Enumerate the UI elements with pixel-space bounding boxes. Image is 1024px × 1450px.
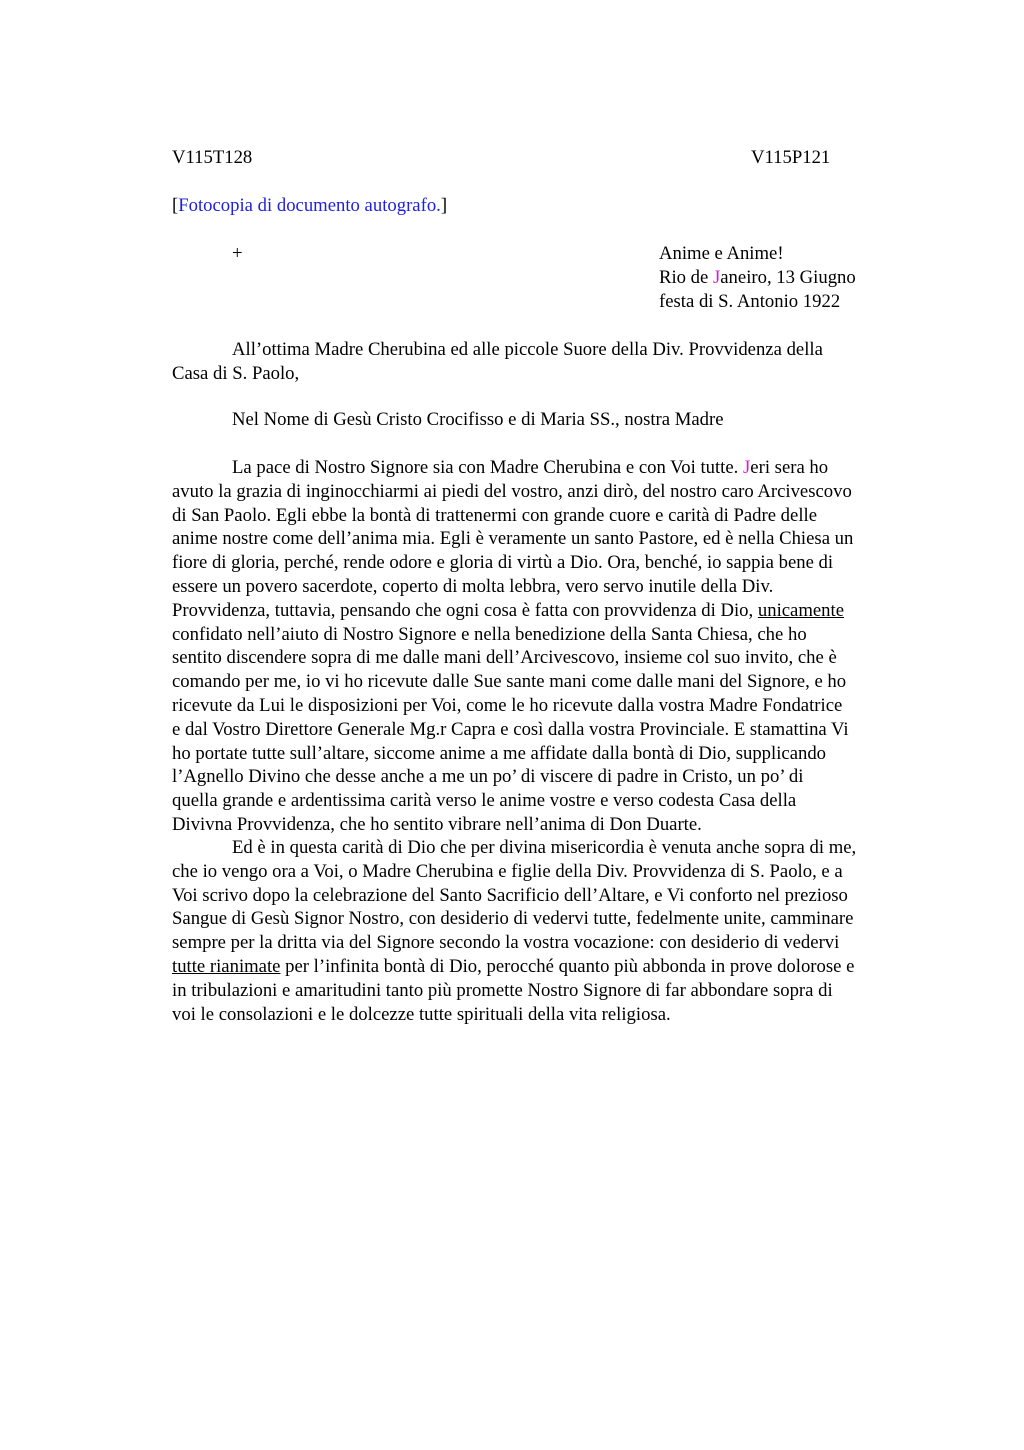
body2-line-2: che io vengo ora a Voi, o Madre Cherubina e figlie della Div. Provvidenza di S. Paolo, e a	[172, 860, 843, 882]
body1-line-2: avuto la grazia di inginocchiarmi ai piedi del vostro, anzi dirò, del nostro caro Arcivescovo	[172, 480, 852, 502]
body2-line-8: voi le consolazioni e le dolcezze tutte spirituali della vita religiosa.	[172, 1003, 671, 1025]
body2-line-7: in tribulazioni e amaritudini tanto più promette Nostro Signore di far abbondare sopra di	[172, 979, 833, 1001]
body1-line-14: l’Agnello Divino che desse anche a me un po’ di viscere di padre in Cristo, un po’ di	[172, 766, 804, 788]
body2-line-6-b: per l’infinita bontà di Dio, perocché quanto più abbonda in prove dolorose e	[280, 955, 855, 977]
body1-line-12: e dal Vostro Direttore Generale Mg.r Capra e così dalla vostra Provinciale. E stamattina Vi	[172, 718, 849, 740]
note-close-bracket: ]	[440, 195, 448, 216]
body1-line-5: fiore di gloria, perché, rende odore e gloria di virtù a Dio. Ora, benché, io sappia bene di	[172, 552, 834, 574]
dateline-highlight-letter: J	[712, 267, 721, 288]
body1-line-1-b: eri sera ho	[750, 457, 829, 478]
body1-line-1	[172, 456, 932, 480]
body1-line-16: Divivna Provvidenza, che ho sentito vibrare nell’anima di Don Duarte.	[172, 813, 702, 835]
dateline-block	[659, 242, 856, 314]
body2-line-1: Ed è in questa carità di Dio che per divina misericordia è venuta anche sopra di me,	[232, 837, 857, 858]
body2-line-6	[172, 955, 932, 979]
body1-line-3: di San Paolo. Egli ebbe la bontà di trattenermi con grande cuore e carità di Padre delle	[172, 504, 818, 526]
document-code-right: V115P121	[751, 147, 831, 168]
dateline-line-1: Anime e Anime!	[659, 243, 784, 264]
salutation-paragraph	[172, 408, 932, 432]
address-paragraph	[172, 338, 932, 386]
body1-line-7-a: Provvidenza, tuttavia, pensando che ogni cosa è fatta con provvidenza di Dio,	[172, 599, 758, 621]
body1-line-10: comando per me, io vi ho ricevute dalle Sue sante mani come dalle mani del Signore, e ho	[172, 671, 847, 693]
body1-line-7	[172, 599, 932, 623]
body-paragraph-1	[172, 456, 932, 837]
body1-line-8: confidato nell’aiuto di Nostro Signore e nella benedizione della Santa Chiesa, che ho	[172, 623, 807, 645]
body1-highlight-letter: J	[743, 457, 751, 478]
body1-line-13: ho portate tutte sull’altare, siccome anime a me affidate dalla bontà di Dio, supplicando	[172, 742, 827, 764]
address-line-2: Casa di S. Paolo,	[172, 362, 300, 384]
note-open-bracket: [	[172, 195, 179, 216]
body1-line-15: quella grande e ardentissima carità verso le anime vostre e verso codesta Casa della	[172, 790, 797, 812]
body1-line-4: anime nostre come dell’anima mia. Egli è veramente un santo Pastore, ed è nella Chiesa un	[172, 528, 854, 550]
dateline-line-2	[659, 266, 856, 290]
body1-underlined-word: unicamente	[757, 599, 845, 621]
dateline-place-a: Rio de	[659, 267, 713, 288]
body1-line-11: ricevute da Lui le disposizioni per Voi, come le ho ricevute dalla vostra Madre Fondatrice	[172, 694, 843, 716]
body1-line-6: essere un povero sacerdote, coperto di molta lebbra, vero servo inutile della Div.	[172, 575, 774, 597]
salutation-line: Nel Nome di Gesù Cristo Crocifisso e di Maria SS., nostra Madre	[232, 409, 724, 430]
address-line-1: All’ottima Madre Cherubina ed alle piccole Suore della Div. Provvidenza della	[232, 339, 823, 360]
cross-symbol: +	[232, 243, 243, 264]
body1-line-9: sentito discendere sopra di me dalle mani dell’Arcivescovo, insieme col suo invito, che è	[172, 647, 837, 669]
note-link[interactable]: Fotocopia di documento autografo.	[178, 195, 441, 216]
body2-line-3: Voi scrivo dopo la celebrazione del Santo Sacrificio dell’Altare, e Vi conforto nel prezioso	[172, 884, 848, 906]
editorial-note	[172, 194, 447, 218]
document-code-left: V115T128	[172, 147, 253, 168]
dateline-place-b: aneiro, 13 Giugno	[720, 267, 856, 288]
body2-line-5: sempre per la dritta via del Signore secondo la vostra vocazione: con desiderio di vedervi	[172, 932, 840, 954]
body2-underlined-phrase: tutte rianimate	[172, 955, 281, 977]
body1-line-1-a: La pace di Nostro Signore sia con Madre Cherubina e con Voi tutte.	[232, 457, 744, 478]
body2-line-4: Sangue di Gesù Signor Nostro, con desiderio di vedervi tutte, fedelmente unite, camminare	[172, 908, 854, 930]
dateline-line-3: festa di S. Antonio 1922	[659, 291, 841, 312]
body-paragraph-2	[172, 836, 932, 1026]
